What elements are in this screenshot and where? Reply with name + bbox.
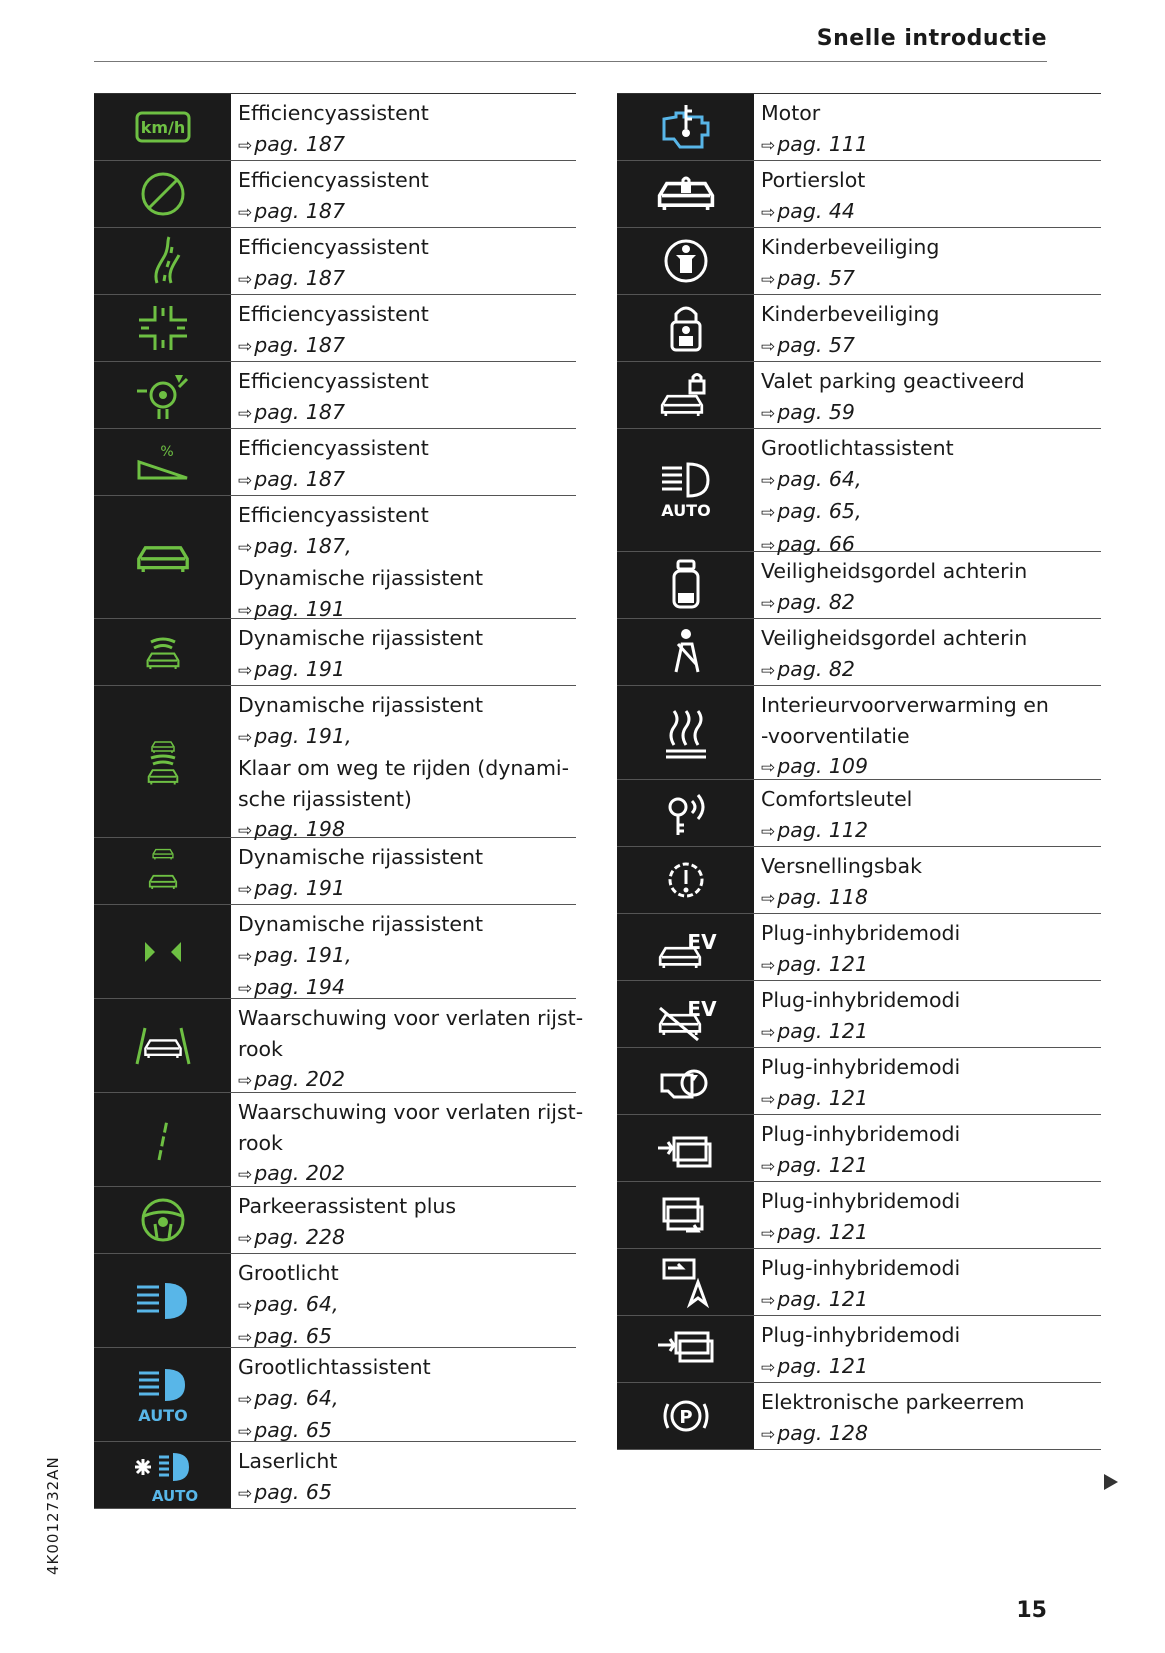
arrow-icon: ⇨ (238, 879, 253, 900)
page-reference-text[interactable]: pag. 191 (254, 596, 345, 621)
car-follow-icon (94, 838, 231, 904)
seatbelt-person-icon (617, 619, 754, 685)
description-text: Veiligheidsgordel achterin (761, 626, 1028, 650)
page-header-title: Snelle introductie (816, 26, 1047, 51)
description-text: Efficiencyassistent (238, 235, 429, 259)
arrow-icon: ⇨ (761, 821, 776, 842)
table-row (94, 161, 576, 228)
description-text: Waarschuwing voor verlaten rijst- (238, 1006, 584, 1030)
page-reference-text[interactable]: pag. 121 (777, 1219, 868, 1244)
page-reference[interactable] (761, 654, 1101, 687)
arrow-icon: ⇨ (238, 821, 253, 841)
arrow-icon: ⇨ (761, 1156, 776, 1177)
description-text: rook (238, 1036, 283, 1061)
table-row (94, 999, 584, 1093)
auto-label: AUTO (137, 1405, 188, 1425)
row-description (754, 780, 1101, 846)
description-text: Plug-inhybridemodi (761, 1189, 961, 1213)
engine-charge-icon (617, 1048, 754, 1114)
laser-light-icon (94, 1442, 231, 1508)
auto-label: AUTO (151, 1487, 198, 1505)
row-description (754, 1383, 1101, 1449)
page-reference-text[interactable]: pag. 187 (254, 332, 345, 357)
description-text: Laserlicht (238, 1449, 338, 1473)
arrow-icon: ⇨ (761, 1223, 776, 1244)
page-reference[interactable] (238, 531, 576, 564)
table-row (94, 905, 576, 999)
gear-warning-icon (617, 847, 754, 913)
page-reference-text[interactable]: pag. 191, (254, 723, 352, 748)
table-row (94, 1442, 576, 1509)
page-reference-text[interactable]: pag. 121 (777, 1085, 868, 1110)
arrow-icon: ⇨ (238, 979, 253, 999)
page-reference[interactable] (238, 721, 576, 754)
table-row (94, 838, 576, 905)
table-row (617, 1048, 1101, 1115)
description-text: Dynamische rijassistent (238, 912, 484, 936)
description-text: Motor (761, 101, 821, 125)
percent-label: % (159, 444, 174, 460)
page-reference-text[interactable]: pag. 194 (254, 975, 345, 999)
description-text: sche rijassistent) (238, 786, 412, 811)
page-reference[interactable] (761, 751, 1101, 784)
page-reference[interactable] (761, 949, 1101, 982)
page-reference[interactable] (761, 587, 1101, 620)
arrow-icon: ⇨ (238, 403, 253, 424)
arrow-icon: ⇨ (238, 269, 253, 290)
arrow-icon: ⇨ (238, 1422, 253, 1442)
left-symbol-table (94, 93, 584, 1509)
arrow-icon: ⇨ (238, 1328, 253, 1348)
description-text: Plug-inhybridemodi (761, 1122, 961, 1146)
parking-label: P (678, 1407, 693, 1428)
arrow-icon: ⇨ (238, 135, 253, 156)
arrow-icon: ⇨ (238, 1228, 253, 1249)
page-reference[interactable] (761, 330, 1101, 363)
right-symbol-table (617, 93, 1101, 1450)
row-description (231, 496, 576, 621)
page-reference-text[interactable]: pag. 111 (777, 131, 868, 156)
header-divider (94, 61, 1047, 62)
page-reference-text[interactable]: pag. 64, (254, 1291, 339, 1316)
table-row (617, 981, 1101, 1048)
page-reference[interactable] (238, 397, 576, 430)
row-description (231, 161, 576, 227)
page-reference[interactable] (238, 1383, 576, 1416)
row-description (754, 161, 1101, 227)
row-description (754, 1048, 1101, 1114)
page-reference[interactable] (761, 815, 1101, 848)
arrow-icon: ⇨ (238, 946, 253, 967)
page-reference[interactable] (238, 1064, 583, 1097)
row-description (754, 981, 1101, 1047)
page-reference-text[interactable]: pag. 121 (777, 1286, 868, 1311)
page-reference-text[interactable]: pag. 57 (777, 265, 855, 290)
description-text: Portierslot (761, 168, 866, 192)
heating-icon (617, 686, 754, 779)
arrow-icon: ⇨ (238, 1389, 253, 1410)
row-description (231, 619, 576, 685)
row-description (754, 228, 1101, 294)
page-reference[interactable] (761, 882, 1101, 915)
page-reference-text[interactable]: pag. 82 (777, 656, 855, 681)
arrow-icon: ⇨ (238, 537, 253, 558)
row-description (754, 1182, 1101, 1248)
page-reference[interactable] (238, 1158, 583, 1191)
description-text: Klaar om weg te rijden (dynami- (238, 756, 570, 780)
arrow-icon: ⇨ (761, 202, 776, 223)
arrow-icon: ⇨ (761, 336, 776, 357)
description-text: Efficiencyassistent (238, 436, 429, 460)
intersection-icon (94, 295, 231, 361)
page-reference-text[interactable]: pag. 65 (254, 1324, 332, 1348)
arrow-icon: ⇨ (238, 470, 253, 491)
description-text: Dynamische rijassistent (238, 845, 484, 869)
table-row (94, 619, 576, 686)
lane-car-icon (94, 999, 231, 1092)
arrow-icon: ⇨ (238, 660, 253, 681)
description-text: Efficiencyassistent (238, 101, 429, 125)
row-description (231, 1093, 583, 1186)
description-text: Comfortsleutel (761, 787, 913, 811)
row-description (231, 686, 576, 841)
page-reference-text[interactable]: pag. 65 (254, 1418, 332, 1442)
row-description (754, 295, 1101, 361)
description-text: Plug-inhybridemodi (761, 988, 961, 1012)
arrow-icon: ⇨ (761, 1424, 776, 1445)
table-row (94, 1348, 576, 1442)
page-reference[interactable] (761, 1150, 1101, 1183)
table-row (94, 1254, 576, 1348)
document-code: 4K0012732AN (44, 1456, 62, 1575)
arrow-icon: ⇨ (761, 1290, 776, 1311)
description-text: Elektronische parkeerrem (761, 1390, 1025, 1414)
table-row (94, 496, 576, 619)
row-description (231, 905, 576, 998)
description-text: Waarschuwing voor verlaten rijst- (238, 1100, 584, 1124)
arrow-icon: ⇨ (238, 1295, 253, 1316)
page-reference-text[interactable]: pag. 59 (777, 399, 855, 424)
page-reference-text[interactable]: pag. 65, (777, 499, 862, 523)
page-reference-text[interactable]: pag. 187 (254, 399, 345, 424)
valet-icon (617, 362, 754, 428)
description-text: Versnellingsbak (761, 854, 922, 878)
page-reference-text[interactable]: pag. 191, (254, 942, 352, 967)
page-reference[interactable] (761, 1016, 1101, 1049)
description-text: Parkeerassistent plus (238, 1194, 457, 1218)
page-reference-text[interactable]: pag. 112 (777, 817, 868, 842)
description-text: Plug-inhybridemodi (761, 1256, 961, 1280)
row-description (754, 686, 1101, 779)
no-limit-icon (94, 161, 231, 227)
row-description (231, 1442, 576, 1508)
key-icon (617, 780, 754, 846)
row-description (754, 619, 1101, 685)
row-description (231, 838, 576, 904)
page-reference-text[interactable]: pag. 128 (777, 1420, 868, 1445)
page-reference-text[interactable]: pag. 187 (254, 466, 345, 491)
row-description (754, 1115, 1101, 1181)
table-row (617, 1316, 1101, 1383)
page-reference[interactable] (761, 397, 1101, 430)
arrow-icon: ⇨ (761, 503, 776, 523)
slope-icon (94, 429, 231, 495)
page-reference[interactable] (238, 1477, 576, 1510)
page-reference[interactable] (761, 1217, 1101, 1250)
row-description (231, 94, 576, 160)
description-text: Interieurvoorverwarming en (761, 693, 1049, 717)
table-row (94, 362, 576, 429)
battery-stack-icon (617, 1316, 754, 1382)
table-row (617, 228, 1101, 295)
page-reference-text[interactable]: pag. 121 (777, 1353, 868, 1378)
page-reference[interactable] (238, 196, 576, 229)
table-row (94, 94, 576, 161)
page-reference-text[interactable]: pag. 64, (254, 1385, 339, 1410)
table-row (617, 847, 1101, 914)
description-text: Kinderbeveiliging (761, 302, 940, 326)
car-green-icon (94, 496, 231, 618)
table-row (94, 295, 576, 362)
table-row (94, 429, 576, 496)
description-text: Efficiencyassistent (238, 369, 429, 393)
row-description (231, 429, 576, 495)
arrow-icon: ⇨ (761, 403, 776, 424)
arrow-icon: ⇨ (761, 1022, 776, 1043)
page-reference[interactable] (238, 940, 576, 973)
page-reference[interactable] (238, 129, 576, 162)
page-reference[interactable] (761, 263, 1101, 296)
page-reference-text[interactable]: pag. 187 (254, 131, 345, 156)
auto-label: AUTO (660, 501, 711, 520)
curve-road-icon (94, 228, 231, 294)
description-text: Efficiencyassistent (238, 168, 429, 192)
page-reference[interactable] (761, 1284, 1101, 1317)
page-reference[interactable] (238, 1289, 576, 1322)
page-reference[interactable] (761, 196, 1101, 229)
arrow-icon: ⇨ (761, 888, 776, 909)
child-lock-icon (617, 295, 754, 361)
arrow-icon: ⇨ (761, 1089, 776, 1110)
page-reference-text[interactable]: pag. 57 (777, 332, 855, 357)
row-description (754, 847, 1101, 913)
description-text: Grootlichtassistent (761, 436, 954, 460)
arrow-icon: ⇨ (761, 955, 776, 976)
page-reference-text[interactable]: pag. 121 (777, 1018, 868, 1043)
car-waves-icon (94, 619, 231, 685)
description-text: rook (238, 1130, 283, 1155)
lane-line-icon (94, 1093, 231, 1186)
table-row (617, 161, 1101, 228)
row-description (231, 1187, 576, 1253)
page-reference[interactable] (761, 1083, 1101, 1116)
page-reference-text[interactable]: pag. 121 (777, 951, 868, 976)
row-description (754, 1316, 1101, 1382)
arrow-icon: ⇨ (761, 593, 776, 614)
steering-wheel-icon (94, 1187, 231, 1253)
high-beam-auto-icon (94, 1348, 231, 1441)
page-reference[interactable] (238, 873, 576, 906)
table-row (94, 686, 576, 841)
page-reference[interactable] (238, 464, 576, 497)
page-reference-text[interactable]: pag. 191 (254, 875, 345, 900)
kmh-label: km/h (140, 118, 185, 137)
parking-brake-icon (617, 1383, 754, 1449)
kmh-icon (94, 94, 231, 160)
page-reference-text[interactable]: pag. 187, (254, 533, 352, 558)
roundabout-icon (94, 362, 231, 428)
description-text: Plug-inhybridemodi (761, 1055, 961, 1079)
table-row (617, 780, 1101, 847)
description-text: Efficiencyassistent (238, 302, 429, 326)
page-reference[interactable] (761, 1351, 1101, 1384)
page-reference[interactable] (238, 1222, 576, 1255)
row-description (231, 1254, 576, 1347)
engine-icon (617, 94, 754, 160)
table-row (617, 1182, 1101, 1249)
table-row (617, 429, 1101, 556)
page-reference-text[interactable]: pag. 191 (254, 656, 345, 681)
table-row (617, 1115, 1101, 1182)
battery-in-icon (617, 1115, 754, 1181)
page-reference[interactable] (238, 330, 576, 363)
page-reference-text[interactable]: pag. 121 (777, 1152, 868, 1177)
row-description (231, 999, 583, 1092)
arrow-icon: ⇨ (761, 135, 776, 156)
description-text: Plug-inhybridemodi (761, 1323, 961, 1347)
row-description (231, 1348, 576, 1441)
table-row (617, 1383, 1101, 1450)
ev-car-crossed-icon (617, 981, 754, 1047)
page-reference[interactable] (761, 129, 1101, 162)
table-row (617, 914, 1101, 981)
table-row (617, 552, 1101, 619)
description-text: Dynamische rijassistent (238, 566, 484, 590)
description-text: Veiligheidsgordel achterin (761, 559, 1028, 583)
row-description (754, 94, 1101, 160)
next-page-arrow-icon[interactable] (1104, 1474, 1118, 1490)
arrow-icon: ⇨ (238, 1165, 253, 1185)
table-row (617, 619, 1101, 686)
arrow-icon: ⇨ (761, 660, 776, 681)
table-row (617, 94, 1101, 161)
arrow-icon: ⇨ (761, 470, 776, 491)
description-text: -voorventilatie (761, 723, 910, 748)
car-lock-icon (617, 161, 754, 227)
page-reference-text[interactable]: pag. 187 (254, 198, 345, 223)
arrow-icon: ⇨ (761, 535, 776, 556)
description-text: Efficiencyassistent (238, 503, 429, 527)
seatbelt-rear-icon (617, 552, 754, 618)
car-follow-waves-icon (94, 686, 231, 837)
row-description (754, 552, 1101, 618)
page-reference-text[interactable]: pag. 202 (254, 1161, 345, 1185)
description-text: Dynamische rijassistent (238, 626, 484, 650)
page-reference-text[interactable]: pag. 202 (254, 1067, 345, 1091)
description-text: Plug-inhybridemodi (761, 921, 961, 945)
child-circle-icon (617, 228, 754, 294)
row-description (754, 1249, 1101, 1315)
battery-nav-icon (617, 1249, 754, 1315)
page-reference-text[interactable]: pag. 66 (777, 531, 855, 556)
row-description (754, 362, 1101, 428)
battery-charge-icon (617, 1182, 754, 1248)
arrow-icon: ⇨ (238, 600, 253, 621)
row-description (754, 914, 1101, 980)
description-text: Valet parking geactiveerd (761, 369, 1025, 393)
arrow-icon: ⇨ (761, 269, 776, 290)
page-reference[interactable] (761, 464, 1101, 497)
page-reference-text[interactable]: pag. 109 (777, 754, 868, 778)
page-number: 15 (1016, 1598, 1047, 1623)
page-reference[interactable] (238, 263, 576, 296)
table-row (617, 362, 1101, 429)
high-beam-icon (94, 1254, 231, 1347)
page-reference-text[interactable]: pag. 198 (254, 817, 345, 841)
table-row (617, 686, 1101, 780)
row-description (231, 362, 576, 428)
arrow-icon: ⇨ (238, 1483, 253, 1504)
page-reference-text[interactable]: pag. 44 (777, 198, 855, 223)
arrow-icon: ⇨ (761, 758, 776, 778)
page-reference-text[interactable]: pag. 228 (254, 1224, 345, 1249)
row-description (754, 429, 1101, 556)
page-reference-text[interactable]: pag. 118 (777, 884, 868, 909)
arrow-icon: ⇨ (238, 727, 253, 748)
description-text: Dynamische rijassistent (238, 693, 484, 717)
row-description (231, 295, 576, 361)
high-beam-auto-white-icon (617, 429, 754, 551)
ev-car-icon (617, 914, 754, 980)
page-reference[interactable] (238, 654, 576, 687)
page-reference-text[interactable]: pag. 64, (777, 466, 862, 491)
page-reference[interactable] (761, 1418, 1101, 1451)
ev-label: EV (686, 930, 717, 954)
table-row (94, 1093, 584, 1187)
arrow-icon: ⇨ (238, 336, 253, 357)
row-description (231, 228, 576, 294)
arrow-icon: ⇨ (238, 1071, 253, 1091)
page-reference-text[interactable]: pag. 65 (254, 1479, 332, 1504)
table-row (617, 1249, 1101, 1316)
table-row (94, 228, 576, 295)
arrow-icon: ⇨ (238, 202, 253, 223)
page-reference[interactable] (761, 496, 1101, 529)
lane-triangles-icon (94, 905, 231, 998)
arrow-icon: ⇨ (761, 1357, 776, 1378)
description-text: Grootlicht (238, 1261, 339, 1285)
page-reference-text[interactable]: pag. 82 (777, 589, 855, 614)
table-row (617, 295, 1101, 362)
description-text: Kinderbeveiliging (761, 235, 940, 259)
table-row (94, 1187, 576, 1254)
ev-label: EV (686, 997, 717, 1021)
page-reference-text[interactable]: pag. 187 (254, 265, 345, 290)
description-text: Grootlichtassistent (238, 1355, 431, 1379)
